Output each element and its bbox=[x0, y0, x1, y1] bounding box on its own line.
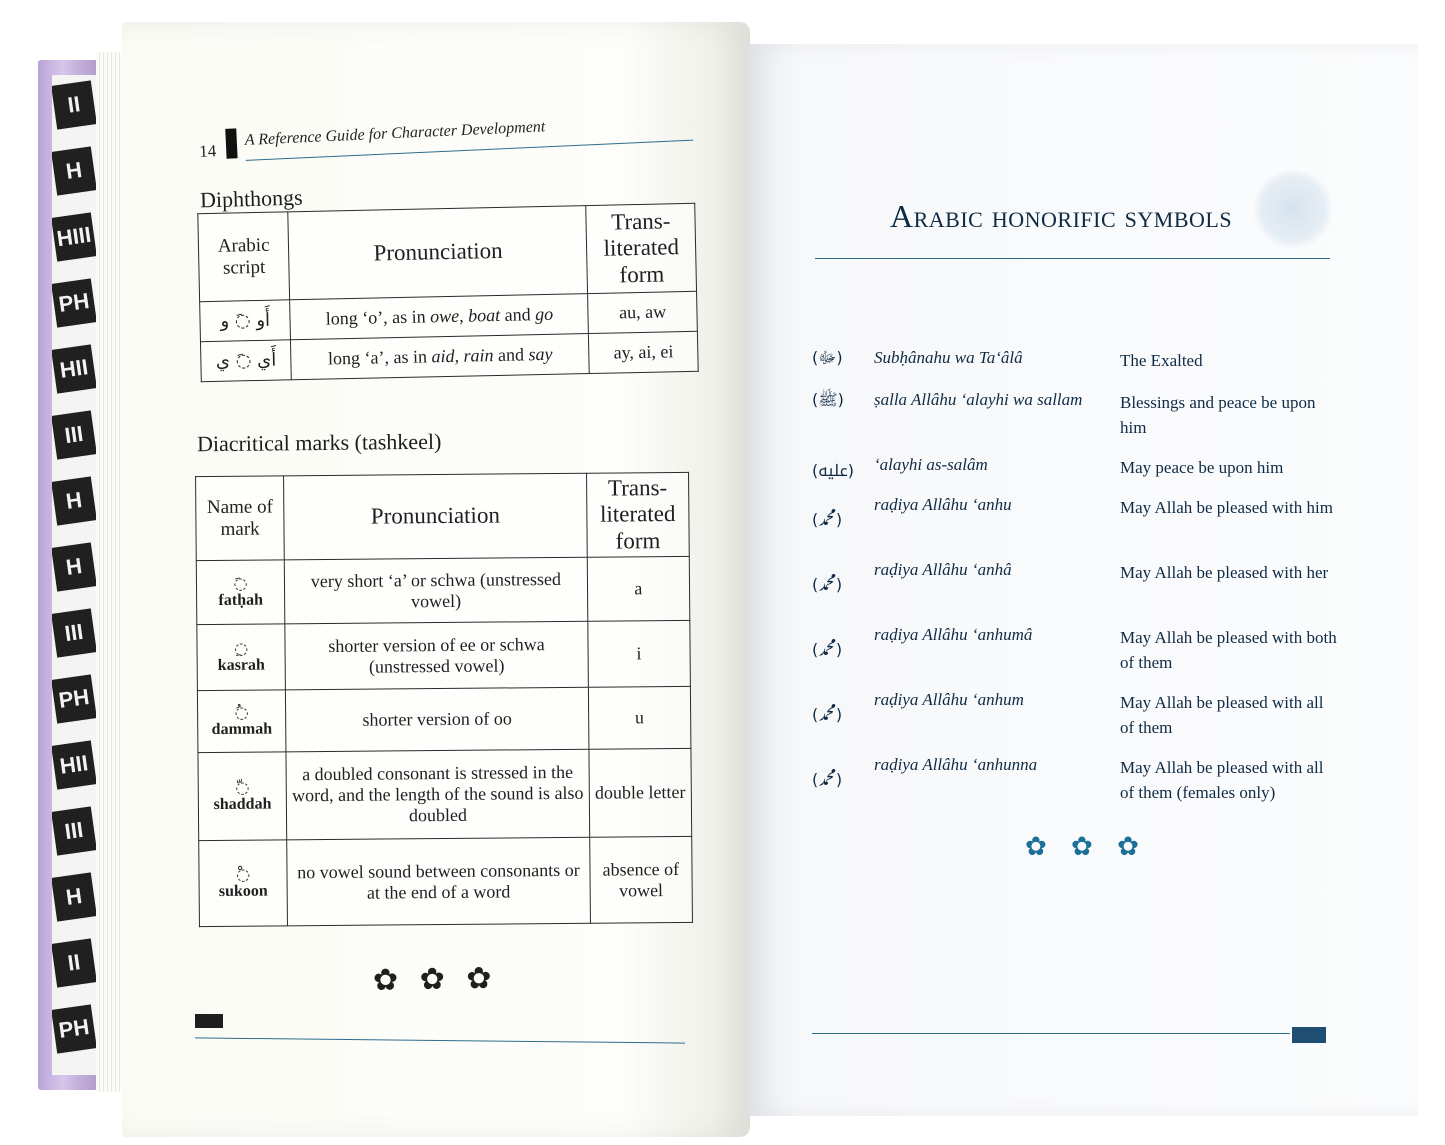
flower-ornament-icon: ✿ ✿ ✿ bbox=[1025, 832, 1147, 862]
pronunciation-text: and bbox=[493, 344, 529, 366]
cover-pattern-tag: II bbox=[52, 80, 97, 129]
table-row bbox=[196, 557, 690, 625]
arabic-script-cell: أَي ◌َ ي bbox=[200, 340, 291, 382]
meaning: May Allah be pleased with her bbox=[1120, 563, 1329, 582]
pronunciation-text: long ‘a’, as in bbox=[327, 346, 432, 369]
mark-name: dammah bbox=[211, 720, 273, 739]
transliterated-form-cell: a bbox=[587, 557, 690, 622]
mark-cell bbox=[197, 624, 286, 691]
mark-symbol: ◌َ bbox=[233, 573, 248, 593]
pronunciation-cell: shorter version of ee or schwa (unstressed vowel) bbox=[285, 622, 588, 691]
page-title: Arabic honorific symbols bbox=[890, 198, 1233, 234]
cover-pattern-tag: PH bbox=[52, 1004, 97, 1053]
cover-pattern-tag: HIII bbox=[52, 212, 97, 261]
cover-pattern-tag: III bbox=[52, 806, 97, 855]
transliteration: raḍiya Allâhu ‘anhunna bbox=[874, 755, 1038, 774]
column-header: Trans-literated form bbox=[586, 472, 689, 557]
footer-bar-mark bbox=[195, 1014, 223, 1028]
column-header: Arabic script bbox=[198, 212, 290, 302]
transliterated-form-cell: double letter bbox=[589, 749, 692, 838]
cover-pattern-tag: II bbox=[52, 938, 97, 987]
transliteration: raḍiya Allâhu ‘anhâ bbox=[874, 560, 1012, 579]
transliteration: raḍiya Allâhu ‘anhumâ bbox=[874, 625, 1033, 644]
transliterated-form-cell: ay, ai, ei bbox=[589, 331, 698, 373]
pronunciation-cell: a doubled consonant is stressed in the word, and the length of the sound is also doubled bbox=[286, 750, 589, 841]
mark-cell bbox=[196, 560, 285, 625]
pronunciation-cell: shorter version of oo bbox=[286, 688, 589, 753]
cover-pattern-tag: H bbox=[52, 542, 97, 591]
example-words: say bbox=[528, 343, 553, 365]
mark-cell bbox=[197, 690, 286, 753]
swirl-ornament-icon bbox=[1252, 168, 1334, 250]
transliterated-form-cell: i bbox=[588, 621, 691, 688]
table-row bbox=[197, 687, 691, 753]
pronunciation-cell: no vowel sound between consonants or at the end of a word bbox=[287, 838, 590, 927]
meaning: May Allah be pleased with all of them bbox=[1120, 693, 1324, 737]
column-header: Trans-literated form bbox=[586, 203, 696, 293]
meaning: The Exalted bbox=[1120, 351, 1203, 370]
transliteration: ṣalla Allâhu ‘alayhi wa sallam bbox=[874, 390, 1083, 409]
cover-pattern-tag: HII bbox=[52, 740, 97, 789]
header-bar-mark bbox=[225, 128, 237, 158]
flower-ornament-icon: ✿ ✿ ✿ bbox=[372, 960, 498, 999]
honorific-symbol: (ﷴ) bbox=[812, 705, 843, 724]
transliterated-form-cell: au, aw bbox=[588, 291, 697, 333]
pronunciation-cell: very short ‘a’ or schwa (unstressed vowel) bbox=[285, 558, 588, 625]
pronunciation-text: and bbox=[499, 304, 536, 325]
mark-cell bbox=[199, 840, 288, 927]
arabic-script-cell: أَو ◌َ و bbox=[200, 300, 291, 342]
mark-symbol: ◌ْ bbox=[236, 864, 251, 884]
table-header-row bbox=[196, 472, 690, 561]
diphthongs-heading: Diphthongs bbox=[199, 184, 304, 213]
honorific-symbol: (ﷴ) bbox=[812, 575, 843, 594]
example-words: go bbox=[534, 303, 554, 325]
transliteration: ‘alayhi as-salâm bbox=[874, 455, 988, 474]
column-header: Pronunciation bbox=[288, 206, 588, 300]
mark-name: fatḥah bbox=[218, 591, 264, 609]
transliteration: raḍiya Allâhu ‘anhu bbox=[874, 495, 1012, 514]
title-rule bbox=[815, 258, 1330, 259]
mark-symbol: ◌ّ bbox=[235, 777, 250, 797]
transliteration: Subḥânahu wa Ta‘âlâ bbox=[874, 348, 1023, 367]
cover-pattern-tag: III bbox=[52, 608, 97, 657]
meaning: May Allah be pleased with all of them (females only) bbox=[1120, 758, 1324, 802]
cover-pattern-tag: HII bbox=[52, 344, 97, 393]
transliterated-form-cell: absence of vowel bbox=[589, 837, 692, 924]
column-header: Name of mark bbox=[196, 476, 285, 561]
example-words: owe, boat bbox=[429, 304, 501, 327]
column-header: Pronunciation bbox=[284, 473, 587, 560]
cover-pattern-tag: PH bbox=[52, 674, 97, 723]
honorific-symbol: (ﷻ) bbox=[812, 348, 843, 367]
mark-symbol: ◌ُ bbox=[234, 702, 249, 722]
cover-pattern-tag: III bbox=[52, 410, 97, 459]
meaning: May Allah be pleased with both of them bbox=[1120, 628, 1337, 672]
cover-pattern-tag: H bbox=[52, 872, 97, 921]
meaning: May Allah be pleased with him bbox=[1120, 498, 1333, 517]
footer-bar-mark bbox=[1292, 1027, 1326, 1043]
pronunciation-cell bbox=[291, 334, 590, 380]
honorific-symbol: (ﷴ) bbox=[812, 640, 843, 659]
meaning: May peace be upon him bbox=[1120, 458, 1284, 477]
table-header-row bbox=[198, 203, 697, 301]
table-row bbox=[199, 837, 693, 927]
table-row bbox=[197, 621, 691, 691]
page-number: 14 bbox=[198, 141, 217, 162]
example-words: aid, rain bbox=[431, 345, 494, 367]
mark-name: sukoon bbox=[218, 882, 268, 900]
diphthongs-table bbox=[197, 203, 698, 382]
mark-name: shaddah bbox=[213, 795, 272, 814]
honorific-symbol: (ﷺ) bbox=[812, 390, 844, 409]
pronunciation-cell bbox=[290, 294, 589, 340]
pronunciation-text: long ‘o’, as in bbox=[325, 306, 431, 329]
transliteration: raḍiya Allâhu ‘anhum bbox=[874, 690, 1024, 709]
cover-pattern-tag: PH bbox=[52, 278, 97, 327]
diacritics-table bbox=[195, 472, 693, 928]
footer-rule bbox=[812, 1033, 1290, 1034]
cover-pattern-tag: H bbox=[52, 476, 97, 525]
transliterated-form-cell: u bbox=[588, 687, 691, 750]
mark-name: kasrah bbox=[217, 656, 265, 674]
cover-pattern-tag: H bbox=[52, 146, 97, 195]
diacritics-heading: Diacritical marks (tashkeel) bbox=[196, 428, 442, 457]
table-row bbox=[198, 749, 692, 841]
honorific-symbol: (ﷴ) bbox=[812, 510, 843, 529]
running-title: A Reference Guide for Character Development bbox=[244, 118, 546, 149]
mark-symbol: ◌ِ bbox=[234, 638, 249, 658]
meaning: Blessings and peace be upon him bbox=[1120, 393, 1316, 437]
honorific-symbol: (ﷷ) bbox=[812, 461, 855, 480]
mark-cell bbox=[198, 752, 287, 841]
honorific-symbol: (ﷴ) bbox=[812, 770, 843, 789]
